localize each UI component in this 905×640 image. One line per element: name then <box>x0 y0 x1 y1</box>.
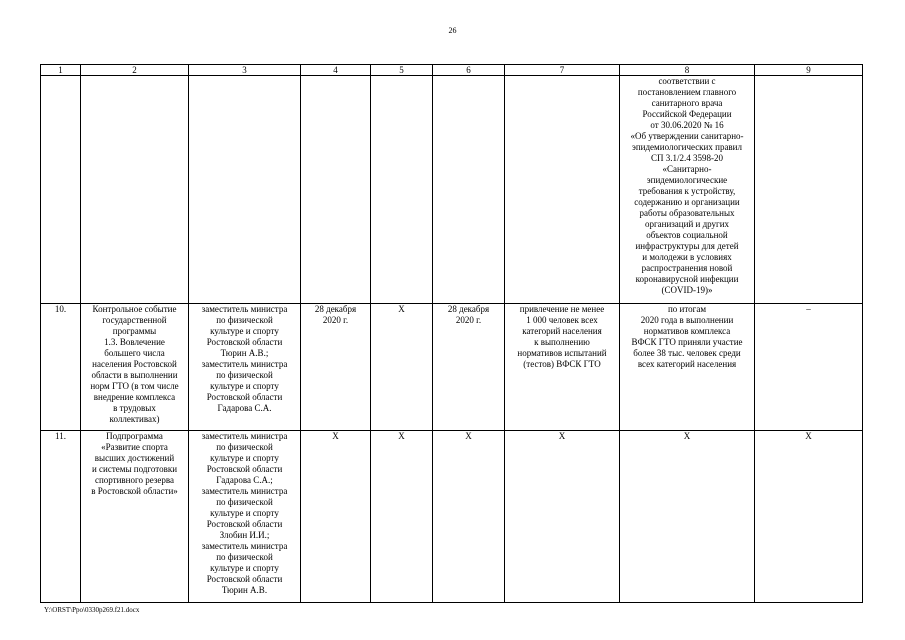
cell-text-line: заместитель министра <box>201 431 288 441</box>
cell-text-line: Х <box>398 304 405 314</box>
cell-text-line: по итогам <box>667 304 707 314</box>
cell-text-line: и системы подготовки <box>91 464 178 474</box>
cell-text-line: 2020 года в выполнении <box>640 315 734 325</box>
table-cell <box>755 304 863 431</box>
cell-text-line: более 38 тыс. человек среди <box>633 348 741 358</box>
cell-text-line: Ростовской области <box>206 392 283 402</box>
cell-text-line: программы <box>112 326 157 336</box>
cell-text-line: содержанию и организации <box>634 197 740 207</box>
table-cell <box>301 304 371 431</box>
cell-text-line: Тюрин А.В.; <box>220 348 269 358</box>
table-cell <box>301 431 371 603</box>
cell-text-line: категорий населения <box>522 326 602 336</box>
cell-text-line: всех категорий населения <box>637 359 737 369</box>
cell-text-line: Х <box>805 431 812 441</box>
cell-text-line: по физической <box>216 552 273 562</box>
table-cell <box>505 431 620 603</box>
cell-text-line: культуре и спорту <box>210 381 279 391</box>
cell-text-line: заместитель министра <box>201 359 288 369</box>
cell-text-line: Тюрин А.В. <box>221 585 268 595</box>
cell-text-line: населения Ростовской <box>92 359 177 369</box>
column-header: 7 <box>505 65 620 76</box>
table-cell <box>371 431 433 603</box>
table-cell <box>81 76 189 304</box>
cell-text-line: объектов социальной <box>646 230 728 240</box>
file-path-footer: Y:\ORST\Ppo\0330p269.f21.docx <box>44 606 140 614</box>
cell-text-line: «Об утверждении санитарно- <box>630 131 744 141</box>
table-row-continuation <box>41 76 863 304</box>
cell-text-line: и молодежи в условиях <box>642 252 732 262</box>
row-number: 11. <box>41 431 81 603</box>
cell-text-line: 2020 г. <box>322 315 349 325</box>
cell-text-line: Гадарова С.А.; <box>216 475 273 485</box>
table-cell <box>433 304 505 431</box>
cell-text-line: Ростовской области <box>206 519 283 529</box>
cell-text-line: Х <box>465 431 472 441</box>
cell-text-line: Гадарова С.А. <box>217 403 272 413</box>
table-cell <box>620 431 755 603</box>
cell-text-line: Ростовской области <box>206 574 283 584</box>
cell-text-line: «Санитарно- <box>662 164 712 174</box>
table-cell <box>301 76 371 304</box>
column-header: 9 <box>755 65 863 76</box>
cell-text-line: ВФСК ГТО приняли участие <box>631 337 743 347</box>
cell-text-line: по физической <box>216 315 273 325</box>
cell-text-line: 28 декабря <box>447 304 490 314</box>
cell-text-line: инфраструктуры для детей <box>635 241 739 251</box>
cell-text-line: санитарного врача <box>651 98 723 108</box>
table-cell <box>433 76 505 304</box>
table-cell <box>433 431 505 603</box>
cell-text-line: Х <box>398 431 405 441</box>
cell-text-line: – <box>806 304 811 314</box>
cell-text-line: Российской Федерации <box>642 109 732 119</box>
cell-text-line: соответствии с <box>658 76 716 86</box>
cell-text-line: 1.3. Вовлечение <box>104 337 165 347</box>
cell-text-line: Контрольное событие <box>92 304 177 314</box>
cell-text-line: большего числа <box>104 348 165 358</box>
cell-text-line: по физической <box>216 442 273 452</box>
column-header: 5 <box>371 65 433 76</box>
cell-text-line: культуре и спорту <box>210 326 279 336</box>
cell-text-line: работы образовательных <box>639 208 735 218</box>
column-header: 1 <box>41 65 81 76</box>
cell-text-line: Х <box>558 431 566 441</box>
table-cell <box>41 76 81 304</box>
table-cell <box>81 304 189 431</box>
cell-text-line: по физической <box>216 497 273 507</box>
cell-text-line: «Развитие спорта <box>101 442 168 452</box>
cell-text-line: спортивного резерва <box>94 475 174 485</box>
column-header: 4 <box>301 65 371 76</box>
cell-text-line: заместитель министра <box>201 541 288 551</box>
program-table <box>40 64 863 603</box>
cell-text-line: 28 декабря <box>314 304 357 314</box>
table-cell <box>81 431 189 603</box>
cell-text-line: области в выполнении <box>91 370 178 380</box>
cell-text-line: привлечение не менее <box>519 304 605 314</box>
cell-text-line: СП 3.1/2.4 3598-20 <box>651 153 723 163</box>
cell-text-line: Х <box>332 431 339 441</box>
cell-text-line: по физической <box>216 370 273 380</box>
cell-text-line: эпидемиологические <box>646 175 728 185</box>
table-cell <box>189 304 301 431</box>
column-header: 2 <box>81 65 189 76</box>
cell-text-line: распространения новой <box>641 263 733 273</box>
table-cell <box>755 76 863 304</box>
cell-text-line: Злобин И.И.; <box>219 530 270 540</box>
row-number: 10. <box>41 304 81 431</box>
table-cell <box>755 431 863 603</box>
cell-text-line: нормативов комплекса <box>643 326 731 336</box>
table-row-11 <box>41 431 863 603</box>
cell-text-line: Х <box>683 431 691 441</box>
cell-text-line: 1 000 человек всех <box>526 315 598 325</box>
cell-text-line: (тестов) ВФСК ГТО <box>523 359 601 369</box>
cell-text-line: Подпрограмма <box>106 431 163 441</box>
column-header: 6 <box>433 65 505 76</box>
table-cell <box>189 431 301 603</box>
cell-text-line: в трудовых <box>113 403 156 413</box>
table-cell <box>371 76 433 304</box>
cell-text-line: заместитель министра <box>201 304 288 314</box>
cell-text-line: от 30.06.2020 № 16 <box>650 120 724 130</box>
cell-text-line: культуре и спорту <box>210 508 279 518</box>
table-cell <box>189 76 301 304</box>
column-header: 3 <box>189 65 301 76</box>
cell-text-line: Ростовской области <box>206 337 283 347</box>
cell-text-line: коллективах) <box>109 414 160 424</box>
cell-text-line: требования к устройству, <box>638 186 736 196</box>
cell-text-line: эпидемиологических правил <box>631 142 742 152</box>
cell-text-line: культуре и спорту <box>210 453 279 463</box>
table-cell <box>620 76 755 304</box>
cell-text-line: организаций и других <box>644 219 730 229</box>
cell-text-line: 2020 г. <box>455 315 482 325</box>
table-header-row <box>41 65 863 76</box>
table-cell <box>505 76 620 304</box>
cell-text-line: (COVID-19)» <box>661 285 713 295</box>
page-number: 26 <box>448 26 457 35</box>
table-cell <box>620 304 755 431</box>
cell-text-line: норм ГТО (в том числе <box>90 381 179 391</box>
cell-text-line: постановлением главного <box>637 87 737 97</box>
cell-text-line: культуре и спорту <box>210 563 279 573</box>
cell-text-line: коронавирусной инфекции <box>635 274 739 284</box>
cell-text-line: к выполнению <box>534 337 590 347</box>
column-header: 8 <box>620 65 755 76</box>
cell-text-line: заместитель министра <box>201 486 288 496</box>
cell-text-line: внедрение комплекса <box>93 392 176 402</box>
cell-text-line: Ростовской области <box>206 464 283 474</box>
table-cell <box>505 304 620 431</box>
table-cell <box>371 304 433 431</box>
cell-text-line: высших достижений <box>94 453 175 463</box>
table-row-10 <box>41 304 863 431</box>
cell-text-line: нормативов испытаний <box>517 348 607 358</box>
cell-text-line: в Ростовской области» <box>91 486 178 496</box>
cell-text-line: государственной <box>102 315 167 325</box>
